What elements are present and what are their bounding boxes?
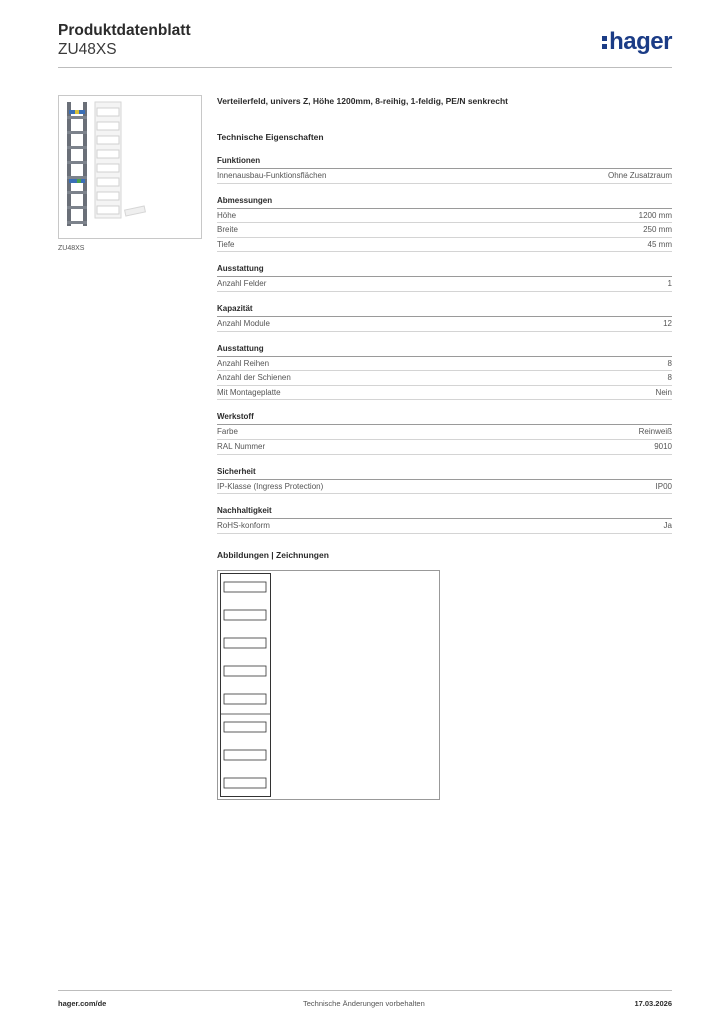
spec-section	[217, 156, 672, 184]
spec-section-title: Werkstoff	[217, 412, 672, 425]
spec-section	[217, 196, 672, 253]
product-description: Verteilerfeld, univers Z, Höhe 1200mm, 8-reihig, 1-feldig, PE/N senkrecht	[217, 96, 508, 106]
page-header	[58, 22, 672, 68]
spec-section-title: Funktionen	[217, 156, 672, 169]
spec-value: 1	[667, 279, 672, 289]
spec-row	[217, 209, 672, 224]
spec-row	[217, 223, 672, 238]
spec-label: Innenausbau-Funktionsflächen	[217, 171, 327, 180]
spec-value: 250 mm	[643, 225, 672, 235]
spec-label: IP-Klasse (Ingress Protection)	[217, 481, 324, 491]
spec-value: 1200 mm	[638, 210, 672, 220]
spec-section	[217, 264, 672, 292]
spec-label: RAL Nummer	[217, 441, 266, 451]
technical-drawing	[217, 570, 440, 800]
spec-row	[217, 277, 672, 292]
spec-value: 9010	[654, 441, 672, 451]
spec-row	[217, 519, 672, 534]
footer-website-link[interactable]: hager.com/de	[58, 999, 107, 1008]
spec-value: 45 mm	[647, 239, 672, 249]
spec-label: Breite	[217, 225, 238, 235]
spec-row	[217, 169, 672, 184]
spec-label: Höhe	[217, 210, 237, 220]
spec-section	[217, 304, 672, 332]
spec-value: Ohne Zusatzraum	[607, 171, 672, 180]
footer-notice: Technische Änderungen vorbehalten	[303, 999, 425, 1008]
spec-section-title: Nachhaltigkeit	[217, 506, 672, 519]
spec-label: Farbe	[217, 427, 238, 437]
spec-section	[217, 506, 672, 534]
tech-properties-heading: Technische Eigenschaften	[217, 132, 324, 142]
document-title: Produktdatenblatt	[58, 22, 191, 39]
spec-row	[217, 357, 672, 372]
spec-section	[217, 344, 672, 401]
spec-row	[217, 371, 672, 386]
spec-value: Reinweiß	[638, 427, 672, 437]
spec-label: RoHS-konform	[217, 521, 270, 531]
spec-value: 8	[667, 373, 672, 383]
footer-date: 17.03.2026	[634, 999, 672, 1008]
product-image	[58, 95, 202, 239]
hager-logo	[602, 28, 672, 56]
spec-label: Anzahl Module	[217, 318, 270, 328]
spec-row	[217, 238, 672, 253]
spec-value: Nein	[655, 387, 672, 397]
page-footer	[58, 990, 672, 1014]
drawings-heading: Abbildungen | Zeichnungen	[217, 550, 329, 560]
logo-dots-icon	[602, 36, 607, 52]
spec-label: Anzahl Felder	[217, 279, 267, 289]
spec-label: Anzahl der Schienen	[217, 373, 291, 383]
product-image-graphic	[59, 96, 201, 238]
spec-row	[217, 386, 672, 401]
spec-section	[217, 412, 672, 454]
spec-section-title: Abmessungen	[217, 196, 672, 209]
spec-label: Anzahl Reihen	[217, 358, 270, 368]
logo-text: hager	[609, 28, 672, 55]
spec-row	[217, 480, 672, 495]
spec-row	[217, 317, 672, 332]
spec-section-title: Kapazität	[217, 304, 672, 317]
spec-section-title: Ausstattung	[217, 264, 672, 277]
spec-label: Mit Montageplatte	[217, 387, 281, 397]
spec-value: IP00	[655, 481, 672, 491]
spec-sections	[217, 156, 672, 534]
spec-row	[217, 440, 672, 455]
spec-row	[217, 425, 672, 440]
main-content	[217, 96, 672, 534]
spec-value: 12	[663, 318, 672, 328]
spec-value: Ja	[663, 521, 672, 531]
product-code: ZU48XS	[58, 41, 117, 58]
spec-label: Tiefe	[217, 239, 235, 249]
image-caption: ZU48XS	[58, 245, 85, 252]
technical-drawing-graphic	[218, 571, 439, 799]
spec-section	[217, 467, 672, 495]
spec-section-title: Sicherheit	[217, 467, 672, 480]
spec-section-title: Ausstattung	[217, 344, 672, 357]
spec-value: 8	[667, 358, 672, 368]
